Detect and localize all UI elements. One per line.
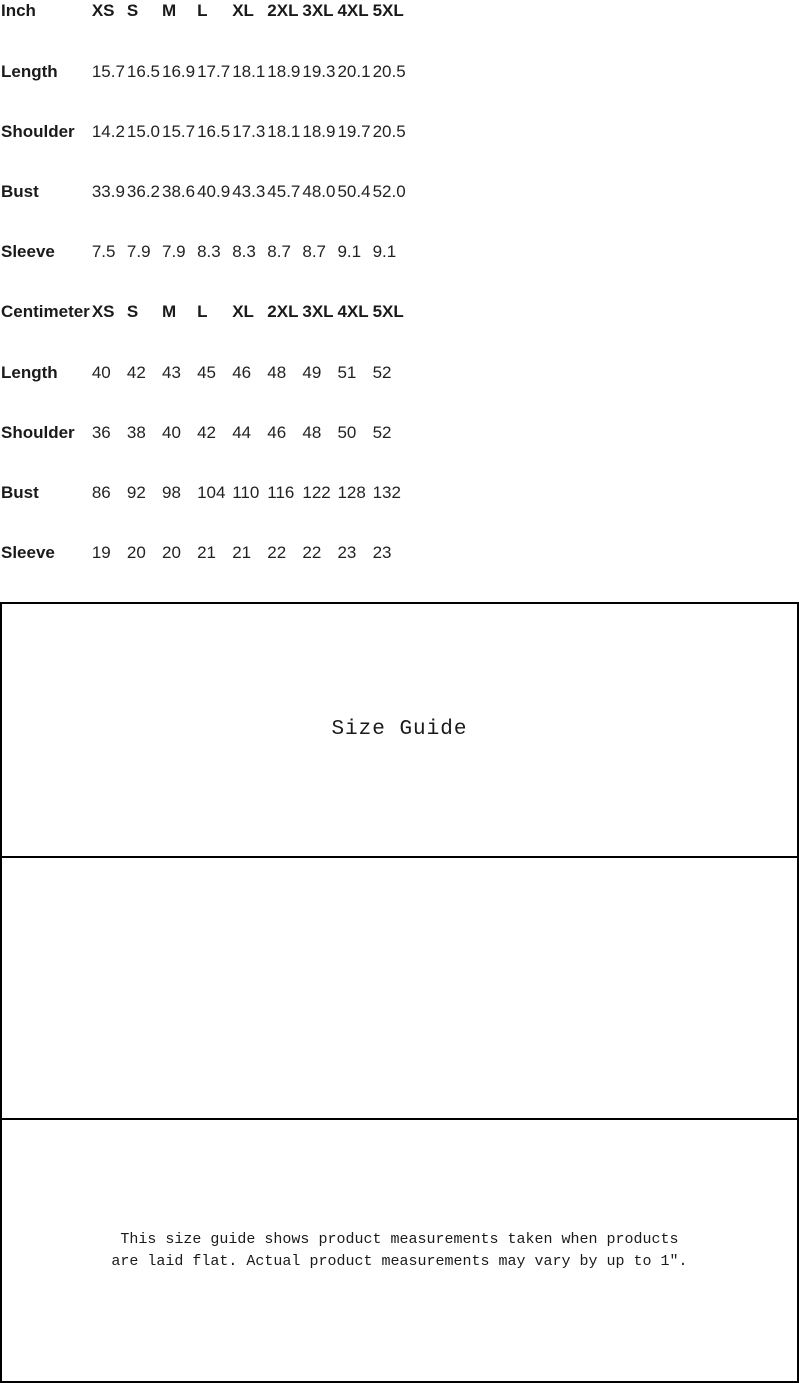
title-row	[1, 603, 798, 857]
measure-label-cell: Shoulder	[1, 423, 75, 442]
measure-value-cell: 92	[126, 483, 146, 502]
unit-label-cell: Centimeter	[1, 302, 90, 321]
size-header-cell: 2XL	[267, 1, 299, 20]
measure-value-cell: 18.1	[267, 122, 301, 141]
measure-value-cell: 38	[126, 423, 146, 442]
measure-label-cell: Sleeve	[1, 543, 55, 562]
measure-value-cell: 7.5	[91, 242, 116, 261]
measure-value-cell: 15.7	[162, 122, 196, 141]
size-header-cell: 2XL	[267, 302, 299, 321]
measure-value-cell: 7.9	[126, 242, 151, 261]
measure-value-cell: 9.1	[337, 242, 362, 261]
measure-value-cell: 86	[91, 483, 111, 502]
measure-value-cell: 15.0	[126, 122, 160, 141]
page-title: Size Guide	[1, 603, 798, 857]
measure-value-cell: 20.5	[372, 62, 406, 81]
size-header-cell: 5XL	[372, 302, 404, 321]
cm-header-row	[0, 301, 407, 362]
measure-value-cell: 9.1	[372, 242, 397, 261]
table-row	[0, 241, 407, 301]
measure-value-cell: 40	[91, 363, 111, 382]
measure-value-cell: 7.9	[162, 242, 186, 261]
measure-value-cell: 16.5	[126, 62, 160, 81]
measure-value-cell: 40.9	[197, 182, 231, 201]
measure-label-cell: Bust	[1, 182, 39, 201]
measure-value-cell: 52.0	[372, 182, 406, 201]
size-header-cell: 3XL	[302, 1, 334, 20]
measure-value-cell: 21	[197, 543, 217, 562]
size-header-cell: S	[126, 302, 139, 321]
measure-label-cell: Sleeve	[1, 242, 55, 261]
size-header-cell: 3XL	[302, 302, 334, 321]
measure-label-cell: Shoulder	[1, 122, 75, 141]
measure-value-cell: 42	[126, 363, 146, 382]
size-header-cell: XL	[232, 302, 254, 321]
measure-value-cell: 8.3	[197, 242, 221, 261]
footer-note-line2: are laid flat. Actual product measurements may vary by up to 1″.	[111, 1252, 688, 1270]
measure-value-cell: 23	[372, 543, 392, 562]
measure-value-cell: 20	[162, 543, 181, 562]
measure-value-cell: 19.3	[302, 62, 336, 81]
measure-value-cell: 18.9	[302, 122, 336, 141]
table-row	[0, 482, 407, 542]
size-header-cell: XS	[91, 302, 115, 321]
measure-value-cell: 45.7	[267, 182, 301, 201]
measure-value-cell: 8.7	[302, 242, 327, 261]
measure-value-cell: 98	[162, 483, 181, 502]
table-row	[0, 422, 407, 482]
measure-value-cell: 46	[267, 423, 287, 442]
measure-value-cell: 8.7	[267, 242, 291, 261]
spacer-row	[1, 857, 798, 1120]
measure-value-cell: 128	[337, 483, 366, 502]
size-header-cell: M	[162, 1, 177, 20]
size-header-cell: 4XL	[337, 302, 369, 321]
footer-note	[1, 1119, 798, 1382]
measure-value-cell: 17.3	[232, 122, 266, 141]
measure-value-cell: 15.7	[91, 62, 125, 81]
size-header-cell: 4XL	[337, 1, 369, 20]
measure-value-cell: 14.2	[91, 122, 125, 141]
table-row	[0, 61, 407, 121]
measure-value-cell: 22	[302, 543, 322, 562]
table-row	[0, 542, 407, 602]
size-header-cell: M	[162, 302, 177, 321]
measure-value-cell: 16.5	[197, 122, 231, 141]
measure-value-cell: 19	[91, 543, 111, 562]
measure-value-cell: 132	[372, 483, 401, 502]
measure-value-cell: 104	[197, 483, 226, 502]
table-row	[0, 181, 407, 241]
measure-value-cell: 116	[267, 483, 295, 502]
measure-value-cell: 20.1	[337, 62, 371, 81]
size-header-cell: S	[126, 1, 139, 20]
measure-value-cell: 18.1	[232, 62, 266, 81]
unit-label-cell: Inch	[1, 1, 36, 20]
measure-value-cell: 49	[302, 363, 322, 382]
measure-label-cell: Length	[1, 62, 58, 81]
measure-value-cell: 21	[232, 543, 252, 562]
size-header-cell: 5XL	[372, 1, 404, 20]
measure-value-cell: 48	[302, 423, 322, 442]
measure-value-cell: 23	[337, 543, 357, 562]
measure-value-cell: 110	[232, 483, 260, 502]
measure-value-cell: 51	[337, 363, 357, 382]
measure-value-cell: 43.3	[232, 182, 266, 201]
measure-value-cell: 50	[337, 423, 357, 442]
measure-value-cell: 20.5	[372, 122, 406, 141]
size-guide-table	[0, 602, 799, 1383]
measure-value-cell: 48.0	[302, 182, 336, 201]
measure-value-cell: 46	[232, 363, 252, 382]
size-header-cell: L	[197, 302, 208, 321]
measure-value-cell: 18.9	[267, 62, 301, 81]
measure-value-cell: 45	[197, 363, 217, 382]
footer-row	[1, 1119, 798, 1382]
measure-value-cell: 44	[232, 423, 252, 442]
size-header-cell: L	[197, 1, 208, 20]
size-header-cell: XS	[91, 1, 115, 20]
size-header-cell: XL	[232, 1, 254, 20]
measure-value-cell: 22	[267, 543, 287, 562]
measure-value-cell: 43	[162, 363, 181, 382]
measure-value-cell: 36	[91, 423, 111, 442]
measure-value-cell: 52	[372, 363, 392, 382]
measure-value-cell: 20	[126, 543, 146, 562]
measure-value-cell: 48	[267, 363, 287, 382]
measure-value-cell: 40	[162, 423, 181, 442]
spacer-cell	[1, 857, 798, 1120]
measure-value-cell: 17.7	[197, 62, 231, 81]
measure-value-cell: 16.9	[162, 62, 196, 81]
measure-value-cell: 19.7	[337, 122, 371, 141]
measure-label-cell: Bust	[1, 483, 39, 502]
measure-value-cell: 33.9	[91, 182, 125, 201]
table-row	[0, 362, 407, 422]
measure-value-cell: 8.3	[232, 242, 256, 261]
measure-label-cell: Length	[1, 363, 58, 382]
measure-value-cell: 122	[302, 483, 331, 502]
measure-value-cell: 42	[197, 423, 217, 442]
table-row	[0, 121, 407, 181]
measure-value-cell: 36.2	[126, 182, 160, 201]
inch-header-row	[0, 0, 407, 61]
measure-value-cell: 50.4	[337, 182, 371, 201]
footer-note-line1: This size guide shows product measurements taken when products	[120, 1230, 679, 1248]
measure-value-cell: 52	[372, 423, 392, 442]
measure-value-cell: 38.6	[162, 182, 196, 201]
